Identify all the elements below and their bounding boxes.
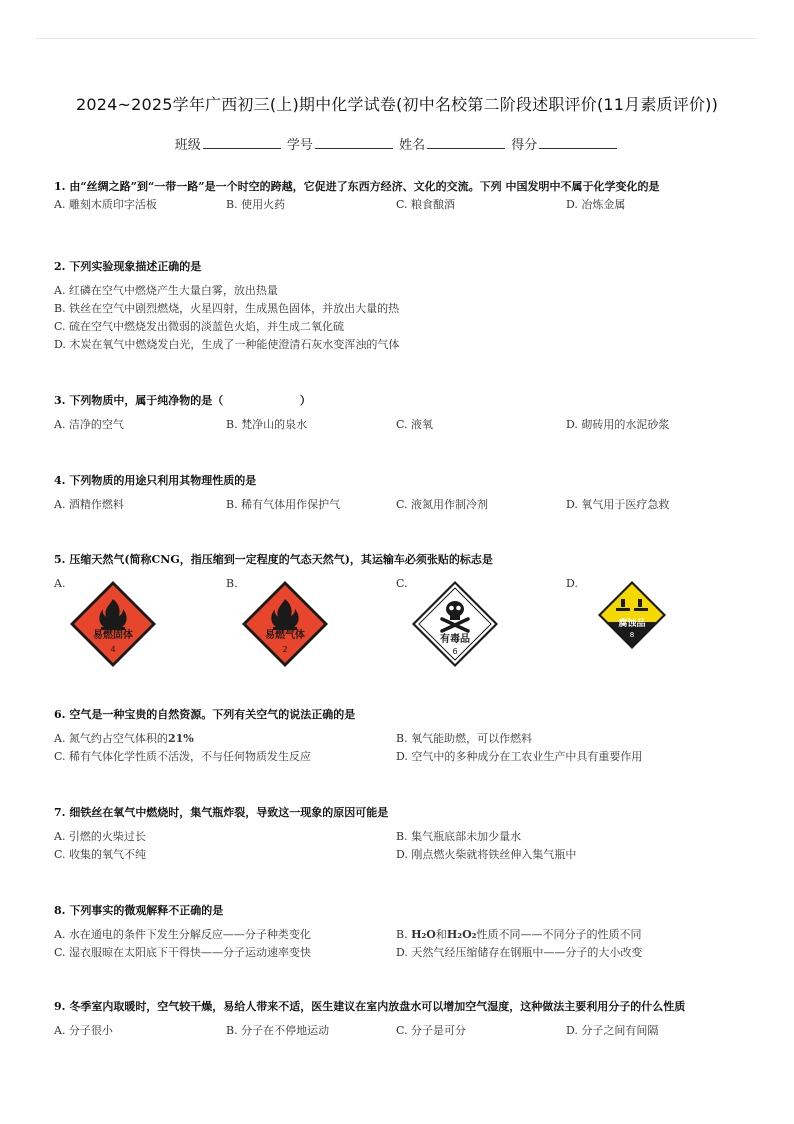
sign-options-row — [54, 577, 744, 677]
sign-text: 有毒品 — [440, 634, 470, 645]
option-a[interactable]: A. 洁净的空气 — [54, 418, 124, 431]
option-c[interactable] — [396, 577, 566, 669]
option-b[interactable]: B. 梵净山的泉水 — [226, 418, 308, 431]
option-b[interactable]: B. 稀有气体用作保护气 — [226, 498, 341, 511]
question-stem: 1. 由“丝绸之路”到“一带一路”是一个时空的跨越，它促进了东西方经济、文化的交流。下列 中国发明中不属于化学变化的是 — [54, 180, 660, 193]
option-c[interactable]: C. 湿衣服晾在太阳底下干得快——分子运动速率变快 — [54, 946, 312, 959]
option-b-explanation: 性质不同——不同分子的性质不同 — [476, 928, 642, 941]
options-row — [54, 748, 744, 766]
option-a[interactable]: A. 水在通电的条件下发生分解反应——分子种类变化 — [54, 928, 311, 941]
formula-hydrogen-peroxide: H₂O₂ — [446, 928, 477, 941]
options-row — [54, 846, 744, 864]
option-label: C. — [396, 577, 408, 590]
option-b-label: B. — [396, 928, 408, 941]
toxic-sign-icon — [410, 579, 500, 669]
sign-class-number: 4 — [110, 645, 116, 654]
options-row — [54, 416, 744, 434]
option-label: D. — [566, 577, 578, 590]
option-a[interactable]: A. 酒精作燃料 — [54, 498, 124, 511]
option-d[interactable]: D. 木炭在氧气中燃烧发白光，生成了一种能使澄清石灰水变浑浊的气体 — [54, 338, 400, 351]
corrosive-sign-icon — [594, 577, 684, 667]
options-row — [54, 730, 744, 748]
option-c[interactable]: C. 液氮用作制冷剂 — [396, 498, 489, 511]
flammable-gas-sign-icon — [240, 579, 330, 669]
option-c[interactable]: C. 液氧 — [396, 418, 434, 431]
question-stem: 9. 冬季室内取暖时，空气较干燥，易给人带来不适，医生建议在室内放盘水可以增加空气湿度，这种做法主要利用分子的什么性质 — [54, 1000, 686, 1013]
question-5 — [54, 551, 744, 677]
option-c[interactable]: C. 收集的氧气不纯 — [54, 848, 147, 861]
question-6 — [54, 706, 744, 766]
question-1 — [54, 178, 744, 214]
option-c[interactable]: C. 分子是可分 — [396, 1024, 467, 1037]
option-a[interactable] — [54, 577, 224, 669]
question-3 — [54, 392, 744, 434]
student-no-blank[interactable] — [315, 136, 393, 149]
option-c[interactable]: C. 硫在空气中燃烧发出微弱的淡蓝色火焰，并生成二氧化硫 — [54, 320, 345, 333]
option-d[interactable]: D. 氧气用于医疗急救 — [566, 498, 670, 511]
option-a[interactable]: A. 分子很小 — [54, 1024, 113, 1037]
student-no-label: 学号 — [286, 138, 313, 153]
options-row — [54, 496, 744, 514]
option-d[interactable]: D. 分子之间有间隔 — [566, 1024, 659, 1037]
question-stem: 4. 下列物质的用途只利用其物理性质的是 — [54, 474, 257, 487]
option-b[interactable]: B. 铁丝在空气中剧烈燃烧，火星四射，生成黑色固体，并放出大量的热 — [54, 302, 400, 315]
name-blank[interactable] — [427, 136, 505, 149]
sign-text: 易燃气体 — [265, 630, 305, 641]
option-b[interactable]: B. 集气瓶底部未加少量水 — [396, 830, 522, 843]
option-label: B. — [226, 577, 238, 590]
student-info-line — [0, 134, 794, 153]
sign-class-number: 2 — [282, 645, 288, 654]
option-b[interactable]: B. 使用火药 — [226, 198, 286, 211]
option-b[interactable] — [226, 577, 396, 669]
question-stem: 5. 压缩天然气(简称CNG，指压缩到一定程度的气态天然气)，其运输车必须张贴的标志是 — [54, 553, 493, 566]
options-row — [54, 196, 744, 214]
option-c[interactable]: C. 粮食酿酒 — [396, 198, 456, 211]
option-b[interactable]: B. 氧气能助燃，可以作燃料 — [396, 732, 533, 745]
sign-text: 腐蚀品 — [618, 619, 646, 629]
sign-class-number: 8 — [629, 631, 635, 639]
question-stem: 7. 细铁丝在氧气中燃烧时，集气瓶炸裂，导致这一现象的原因可能是 — [54, 806, 389, 819]
option-d[interactable]: D. 空气中的多种成分在工农业生产中具有重要作用 — [396, 750, 643, 763]
flammable-solid-sign-icon — [68, 579, 158, 669]
question-stem: 6. 空气是一种宝贵的自然资源。下列有关空气的说法正确的是 — [54, 708, 356, 721]
name-label: 姓名 — [399, 138, 426, 153]
question-stem: 8. 下列事实的微观解释不正确的是 — [54, 904, 224, 917]
question-9 — [54, 998, 744, 1040]
question-8 — [54, 902, 744, 962]
option-c[interactable]: C. 稀有气体化学性质不活泼，不与任何物质发生反应 — [54, 750, 312, 763]
option-b[interactable]: B. 分子在不停地运动 — [226, 1024, 330, 1037]
option-a-text: A. 氮气约占空气体积的 — [54, 732, 168, 745]
formula-water: H₂O — [411, 928, 436, 941]
options-row — [54, 1022, 744, 1040]
option-d[interactable]: D. 天然气经压缩储存在钢瓶中——分子的大小改变 — [396, 946, 643, 959]
options-row — [54, 828, 744, 846]
option-a-percent: 21% — [167, 732, 194, 745]
class-blank[interactable] — [203, 136, 281, 149]
score-label: 得分 — [511, 138, 538, 153]
class-label: 班级 — [174, 138, 201, 153]
score-blank[interactable] — [539, 136, 617, 149]
question-4 — [54, 472, 744, 514]
option-a[interactable]: A. 雕刻木质印字活板 — [54, 198, 157, 211]
page-title: 2024~2025学年广西初三(上)期中化学试卷(初中名校第二阶段述职评价(11月素质评价)) — [75, 95, 719, 114]
option-b-conjunction: 和 — [435, 928, 447, 941]
question-stem: 2. 下列实验现象描述正确的是 — [54, 260, 202, 273]
option-d[interactable]: D. 冶炼金属 — [566, 198, 626, 211]
options-row — [54, 926, 744, 944]
question-stem: 3. 下列物质中，属于纯净物的是（ ） — [54, 394, 311, 407]
option-d[interactable]: D. 刚点燃火柴就将铁丝伸入集气瓶中 — [396, 848, 577, 861]
option-a[interactable]: A. 红磷在空气中燃烧产生大量白雾，放出热量 — [54, 284, 278, 297]
sign-class-number: 6 — [452, 647, 458, 656]
option-a[interactable]: A. 引燃的火柴过长 — [54, 830, 146, 843]
option-d[interactable]: D. 砌砖用的水泥砂浆 — [566, 418, 670, 431]
question-2 — [54, 258, 744, 354]
option-label: A. — [54, 577, 66, 590]
option-a[interactable] — [54, 730, 194, 748]
sign-text: 易燃固体 — [93, 630, 133, 641]
option-b[interactable] — [396, 926, 642, 944]
options-row — [54, 944, 744, 962]
top-rule — [36, 38, 758, 39]
question-7 — [54, 804, 744, 864]
option-d[interactable] — [566, 577, 736, 669]
